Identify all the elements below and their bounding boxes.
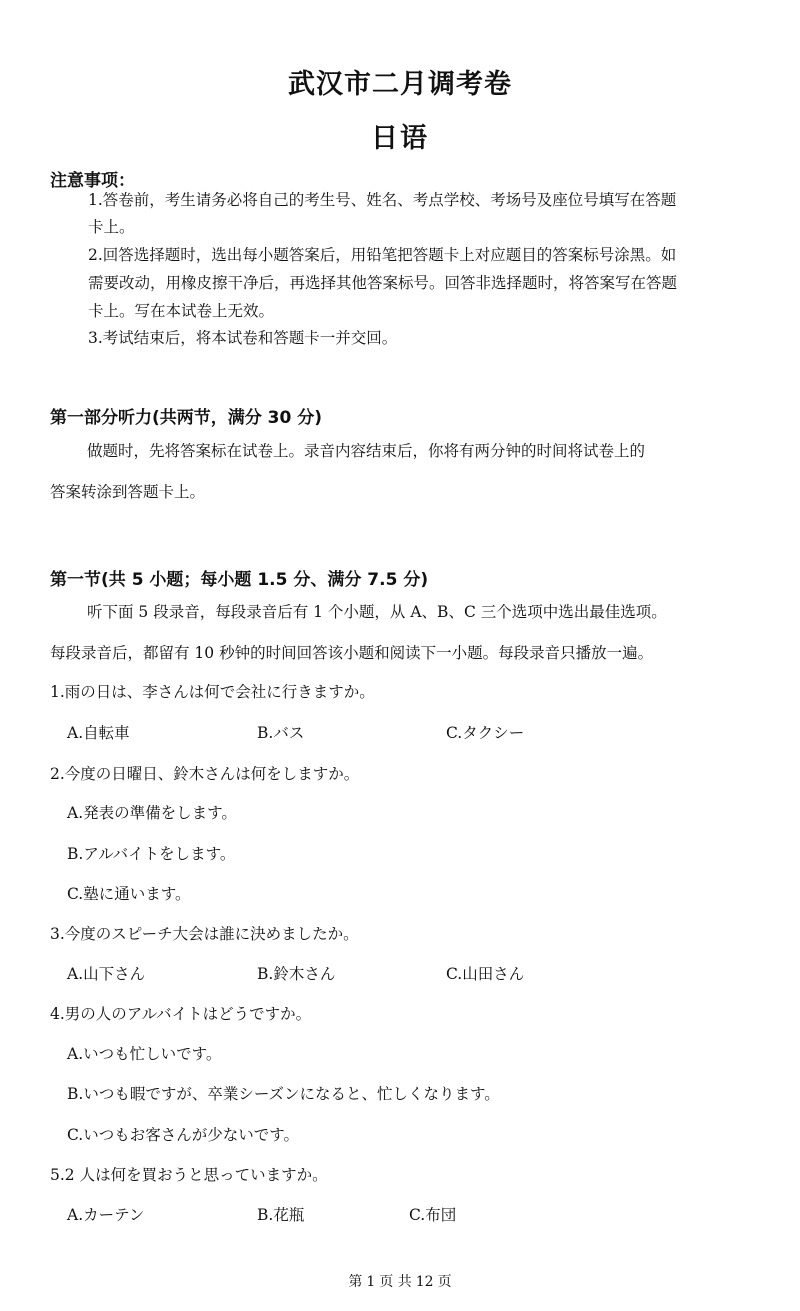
question-1-option-a: A.自転車 bbox=[67, 724, 130, 742]
part1-instruction-line: 做题时，先将答案标在试卷上。录音内容结束后，你将有两分钟的时间将试卷上的 bbox=[87, 442, 646, 460]
question-3-option-a: A.山下さん bbox=[67, 965, 146, 983]
part1-heading: 第一部分听力(共两节，满分 30 分) bbox=[50, 408, 323, 428]
notice-line: 需要改动，用橡皮擦干净后，再选择其他答案标号。回答非选择题时，将答案写在答题 bbox=[88, 274, 678, 292]
question-1: 1.雨の日は、李さんは何で会社に行きますか。 bbox=[50, 683, 375, 701]
question-4-option-b: B.いつも暇ですが、卒業シーズンになると、忙しくなります。 bbox=[67, 1085, 500, 1103]
question-5-option-a: A.カーテン bbox=[67, 1206, 145, 1224]
question-3-option-b: B.鈴木さん bbox=[257, 965, 336, 983]
question-4: 4.男の人のアルバイトはどうですか。 bbox=[50, 1005, 312, 1023]
question-2-option-c: C.塾に通います。 bbox=[67, 885, 191, 903]
question-4-option-c: C.いつもお客さんが少ないです。 bbox=[67, 1126, 299, 1144]
notice-line: 卡上。 bbox=[88, 218, 135, 236]
question-1-option-c: C.タクシー bbox=[446, 724, 525, 742]
section1-instruction-line: 每段录音后，都留有 10 秒钟的时间回答该小题和阅读下一小题。每段录音只播放一遍。 bbox=[50, 644, 654, 662]
section1-heading: 第一节(共 5 小题；每小题 1.5 分、满分 7.5 分) bbox=[50, 570, 429, 590]
page-suffix: 页 bbox=[437, 1274, 452, 1290]
question-4-option-a: A.いつも忙しいです。 bbox=[67, 1045, 222, 1063]
exam-subject: 日语 bbox=[371, 123, 429, 154]
question-3-option-c: C.山田さん bbox=[446, 965, 525, 983]
page-prefix: 第 bbox=[348, 1274, 363, 1290]
notice-heading: 注意事项： bbox=[50, 171, 135, 191]
part1-instruction-line: 答案转涂到答题卡上。 bbox=[50, 483, 206, 501]
notice-line: 卡上。写在本试卷上无效。 bbox=[88, 302, 275, 320]
question-3: 3.今度のスピーチ大会は誰に決めましたか。 bbox=[50, 925, 359, 943]
exam-title: 武汉市二月调考卷 bbox=[288, 69, 512, 100]
total-pages: 12 bbox=[415, 1274, 434, 1290]
notice-line: 2.回答选择题时，选出每小题答案后，用铅笔把答题卡上对应题目的答案标号涂黑。如 bbox=[88, 246, 677, 264]
question-2: 2.今度の日曜日、鈴木さんは何をしますか。 bbox=[50, 765, 360, 783]
question-1-option-b: B.バス bbox=[257, 724, 305, 742]
notice-line: 1.答卷前，考生请务必将自己的考生号、姓名、考点学校、考场号及座位号填写在答题 bbox=[88, 191, 677, 209]
current-page-number: 1 bbox=[366, 1274, 376, 1290]
question-5: 5.2 人は何を買おうと思っていますか。 bbox=[50, 1166, 328, 1184]
notice-line: 3.考试结束后，将本试卷和答题卡一并交回。 bbox=[88, 329, 398, 347]
section1-instruction-line: 听下面 5 段录音，每段录音后有 1 个小题，从 A、B、C 三个选项中选出最佳选项。 bbox=[87, 603, 667, 621]
question-2-option-a: A.発表の準備をします。 bbox=[67, 804, 237, 822]
page-mid: 页 共 bbox=[379, 1274, 412, 1290]
question-5-option-c: C.布団 bbox=[409, 1206, 457, 1224]
question-2-option-b: B.アルバイトをします。 bbox=[67, 845, 236, 863]
question-5-option-b: B.花瓶 bbox=[257, 1206, 305, 1224]
page-footer bbox=[0, 1271, 800, 1291]
